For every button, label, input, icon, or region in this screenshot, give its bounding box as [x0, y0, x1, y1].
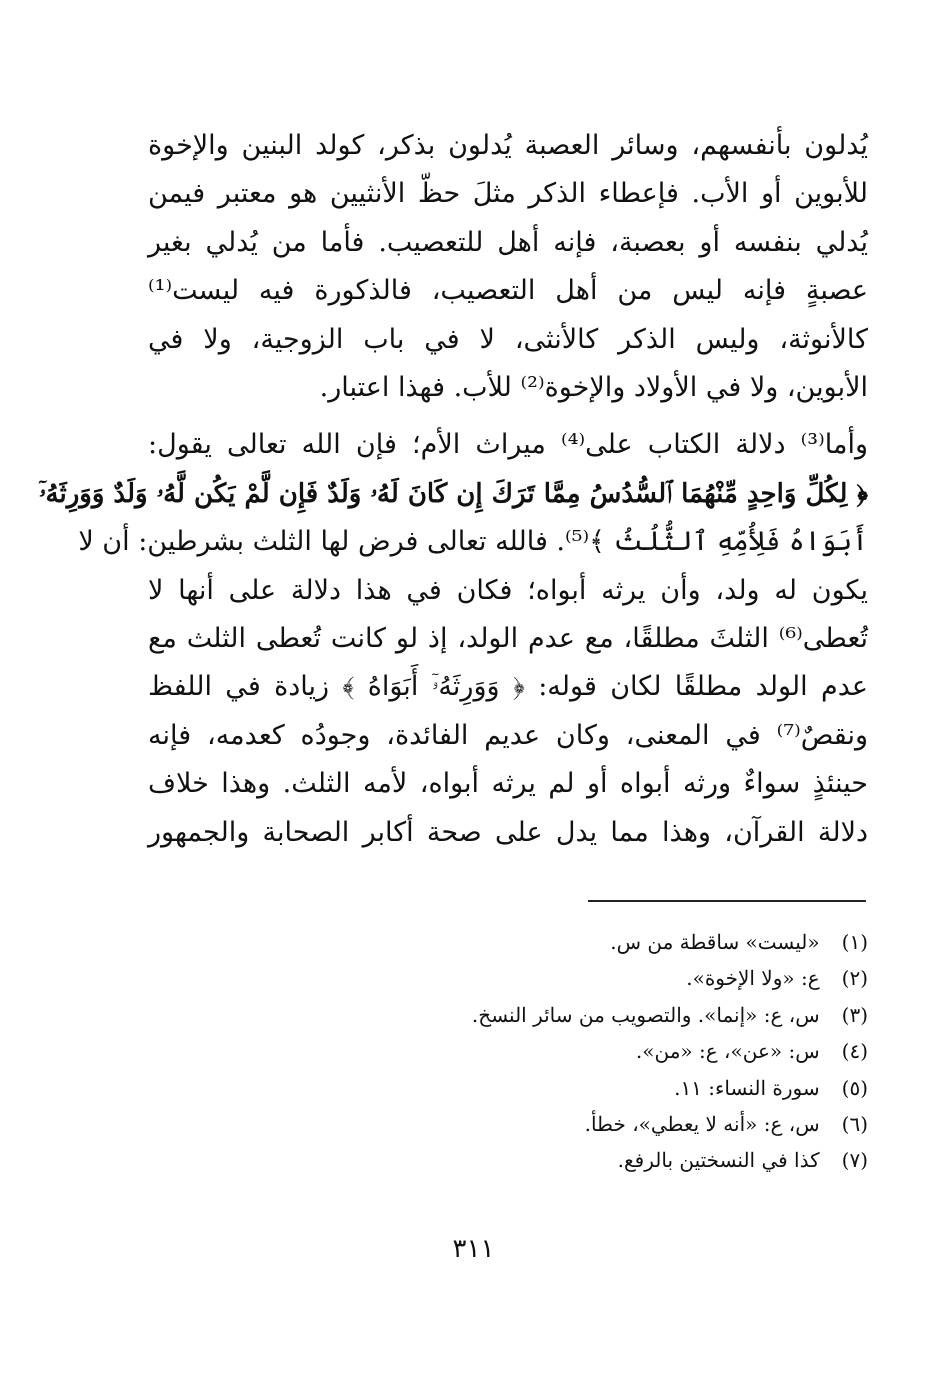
footnote-divider [588, 900, 866, 902]
footnote-number: (٧) [841, 1148, 868, 1173]
footnote-number: (٤) [841, 1039, 868, 1064]
text-line: الأبوين، ولا في الأولاد والإخوة⁽²⁾ للأب. فهذا اعتبار. [319, 372, 868, 404]
quran-verse-line: ﴿ لِكُلِّ وَاحِدٍ مِّنْهُمَا ٱلسُّدُسُ مِمَّا تَرَكَ إِن كَانَ لَهُۥ وَلَدٌ فَإِن لَّمْ يَكُن لَّهُۥ وَلَدٌ وَوَرِثَهُۥٓ [39, 478, 868, 509]
text-line: يُدلون بأنفسهم، وسائر العصبة يُدلون بذكر، كولد البنين والإخوة [148, 130, 868, 161]
footnote-item [360, 924, 868, 960]
footnote-number: (١) [841, 930, 868, 954]
text-line: حينئذٍ سواءٌ ورثه أبواه أو لم يرثه أبواه، لأمه الثلث. وهذا خلاف [148, 768, 868, 800]
text-line: يكون له ولد، وأن يرثه أبواه؛ فكان في هذا دلالة على أنها لا [148, 574, 868, 606]
footnote-number: (٦) [841, 1112, 868, 1137]
footnote-text: س، ع: «إنما». والتصويب من سائر النسخ. [471, 1002, 820, 1027]
footnote-item [360, 1106, 868, 1142]
text-line: للأبوين أو الأب. فإعطاء الذكر مثلَ حظّ الأنثيين هو معتبر فيمن [148, 178, 868, 210]
text-line: عصبةٍ فإنه ليس من أهل التعصيب، فالذكورة فيه ليست⁽¹⁾ [148, 275, 868, 307]
footnote-text: س: «عن»، ع: «من». [635, 1039, 820, 1064]
main-text [39, 122, 868, 857]
footnote-item [360, 960, 868, 996]
text-line: وأما⁽³⁾ دلالة الكتاب على⁽⁴⁾ ميراث الأم؛ فإن الله تعالى يقول: [148, 429, 868, 461]
paragraph-2 [39, 421, 868, 857]
footnote-item [360, 1070, 868, 1106]
text-line: أَبَوَاهُ فَلِأُمِّهِ ٱلثُّلُثُ ﴾⁽⁵⁾. فالله تعالى فرض لها الثلث بشرطين: أن لا [78, 526, 868, 558]
text-line: كالأنوثة، وليس الذكر كالأنثى، لا في باب الزوجية، ولا في [148, 323, 868, 355]
text-line: يُدلي بنفسه أو بعصبة، فإنه أهل للتعصيب. فأما من يُدلي بغير [148, 226, 868, 258]
footnote-item [360, 1142, 868, 1178]
text-line: دلالة القرآن، وهذا مما يدل على صحة أكابر الصحابة والجمهور [148, 816, 868, 848]
footnote-number: (٣) [841, 1002, 868, 1027]
footnote-text: «ليست» ساقطة من س. [610, 930, 820, 954]
paragraph-1 [148, 122, 868, 412]
footnote-item [360, 997, 868, 1033]
footnote-number: (٢) [841, 966, 868, 991]
footnote-text: ع: «ولا الإخوة». [686, 966, 820, 991]
footnote-text: سورة النساء: ١١. [674, 1075, 820, 1100]
text-line: عدم الولد مطلقًا لكان قوله: ﴿ وَوَرِثَهُۥٓ أَبَوَاهُ ﴾ زيادة في اللفظ [148, 671, 868, 703]
footnote-text: كذا في النسختين بالرفع. [617, 1148, 820, 1173]
text-line: ونقصٌ⁽⁷⁾ في المعنى، وكان عديم الفائدة، وجودُه كعدمه، فإنه [148, 719, 868, 751]
footnote-item [360, 1033, 868, 1069]
page-number: ٣١١ [452, 1234, 495, 1264]
footnote-number: (٥) [841, 1075, 868, 1100]
footnote-text: س، ع: «أنه لا يعطي»، خطأ. [584, 1112, 820, 1137]
text-line: تُعطى⁽⁶⁾ الثلثَ مطلقًا، مع عدم الولد، إذ لو كانت تُعطى الثلث مع [148, 623, 868, 655]
footnotes [360, 924, 868, 1179]
